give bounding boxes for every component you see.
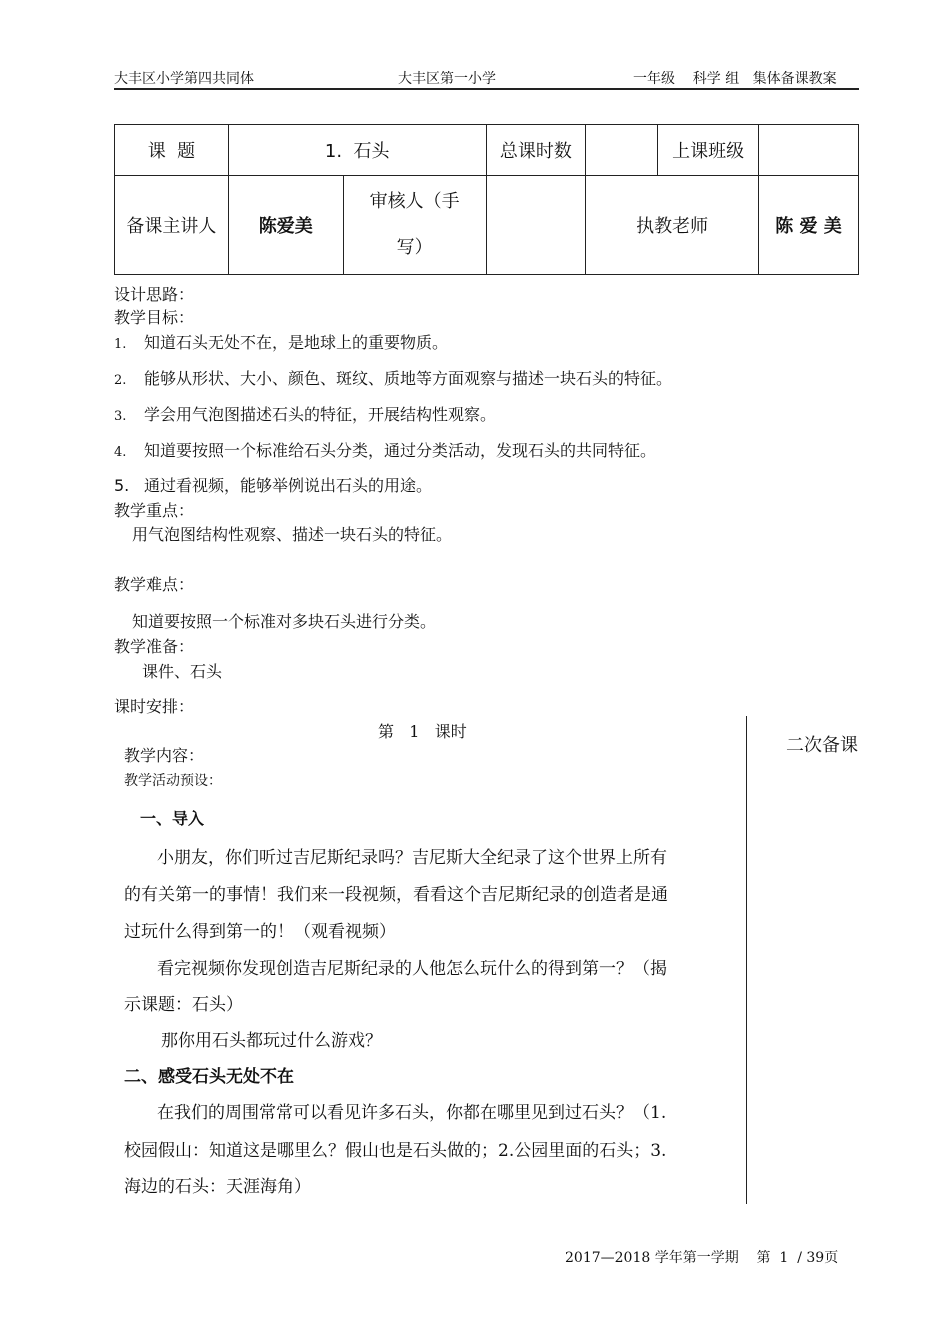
content-label: 教学内容： bbox=[124, 746, 205, 765]
design-label: 设计思路： bbox=[114, 285, 195, 304]
objective-item bbox=[114, 473, 432, 496]
objective-item bbox=[114, 366, 672, 389]
objective-item bbox=[114, 438, 656, 461]
key-points: 用气泡图结构性观察、描述一块石头的特征。 bbox=[132, 525, 453, 544]
section2-line: 校园假山：知道这是哪里么？假山也是石头做的；2.公园里面的石头；3. bbox=[124, 1141, 667, 1161]
section1-title: 一、导入 bbox=[140, 809, 205, 828]
header-grade-subject: 一年级 科学 组 集体备课教案 bbox=[633, 71, 837, 87]
difficulty-label: 教学难点： bbox=[114, 575, 195, 594]
objective-item bbox=[114, 402, 496, 425]
total-hours-label: 总课时数 bbox=[486, 125, 586, 176]
speaker-label: 备课主讲人 bbox=[115, 176, 229, 275]
key-points-label: 教学重点： bbox=[114, 501, 195, 520]
class-label: 上课班级 bbox=[658, 125, 759, 176]
topic-value: 1. 石头 bbox=[228, 125, 486, 176]
reviewer-value bbox=[486, 176, 586, 275]
objective-num: 3. bbox=[114, 409, 127, 424]
reviewer-label-text: 审核人（手写） bbox=[369, 191, 460, 258]
objective-text: 学会用气泡图描述石头的特征，开展结构性观察。 bbox=[144, 405, 497, 424]
objective-num: 2. bbox=[114, 373, 127, 388]
objective-text: 知道石头无处不在，是地球上的重要物质。 bbox=[144, 333, 449, 352]
objective-text: 能够从形状、大小、颜色、斑纹、质地等方面观察与描述一块石头的特征。 bbox=[144, 369, 673, 388]
section1-line: 过玩什么得到第一的！（观看视频） bbox=[124, 922, 396, 942]
header-school-group: 大丰区小学第四共同体 bbox=[114, 71, 254, 87]
objective-num: 1. bbox=[114, 337, 127, 352]
header-school: 大丰区第一小学 bbox=[398, 71, 496, 87]
column-divider bbox=[746, 716, 747, 1204]
objectives-label: 教学目标： bbox=[114, 308, 195, 327]
section1-line: 那你用石头都玩过什么游戏？ bbox=[161, 1031, 382, 1051]
objective-text: 知道要按照一个标准给石头分类，通过分类活动，发现石头的共同特征。 bbox=[144, 441, 657, 460]
objective-num: 5. bbox=[114, 476, 130, 495]
objective-item bbox=[114, 330, 448, 353]
page-footer: 2017—2018 学年第一学期 第 1 / 39页 bbox=[565, 1250, 839, 1266]
prep: 课件、石头 bbox=[142, 662, 223, 681]
section1-line: 小朋友，你们听过吉尼斯纪录吗？吉尼斯大全纪录了这个世界上所有 bbox=[157, 848, 667, 868]
reviewer-label bbox=[343, 176, 486, 275]
teacher-value: 陈 爱 美 bbox=[759, 176, 859, 275]
section2-line: 在我们的周围常常可以看见许多石头，你都在哪里见到过石头？（1. bbox=[157, 1103, 667, 1123]
activity-label: 教学活动预设： bbox=[124, 773, 222, 789]
second-prep-label: 二次备课 bbox=[786, 735, 858, 756]
teacher-label: 执教老师 bbox=[586, 176, 759, 275]
section1-line: 示课题：石头） bbox=[124, 995, 243, 1015]
topic-label: 课 题 bbox=[115, 125, 229, 176]
total-hours-value bbox=[586, 125, 658, 176]
difficulty: 知道要按照一个标准对多块石头进行分类。 bbox=[132, 612, 437, 631]
section2-line: 海边的石头：天涯海角） bbox=[124, 1177, 311, 1197]
prep-label: 教学准备： bbox=[114, 637, 195, 656]
section1-line: 的有关第一的事情！我们来一段视频，看看这个吉尼斯纪录的创造者是通 bbox=[124, 885, 668, 905]
class-value bbox=[759, 125, 859, 176]
section1-line: 看完视频你发现创造吉尼斯纪录的人他怎么玩什么的得到第一？（揭 bbox=[157, 959, 667, 979]
objective-text: 通过看视频，能够举例说出石头的用途。 bbox=[144, 476, 433, 495]
section2-title: 二、感受石头无处不在 bbox=[124, 1067, 294, 1087]
lesson-title: 第 1 课时 bbox=[378, 722, 467, 741]
objective-num: 4. bbox=[114, 445, 127, 460]
lesson-info-table bbox=[114, 124, 859, 275]
header-rule bbox=[114, 88, 859, 90]
speaker-value: 陈爱美 bbox=[228, 176, 343, 275]
schedule-label: 课时安排： bbox=[114, 697, 195, 716]
